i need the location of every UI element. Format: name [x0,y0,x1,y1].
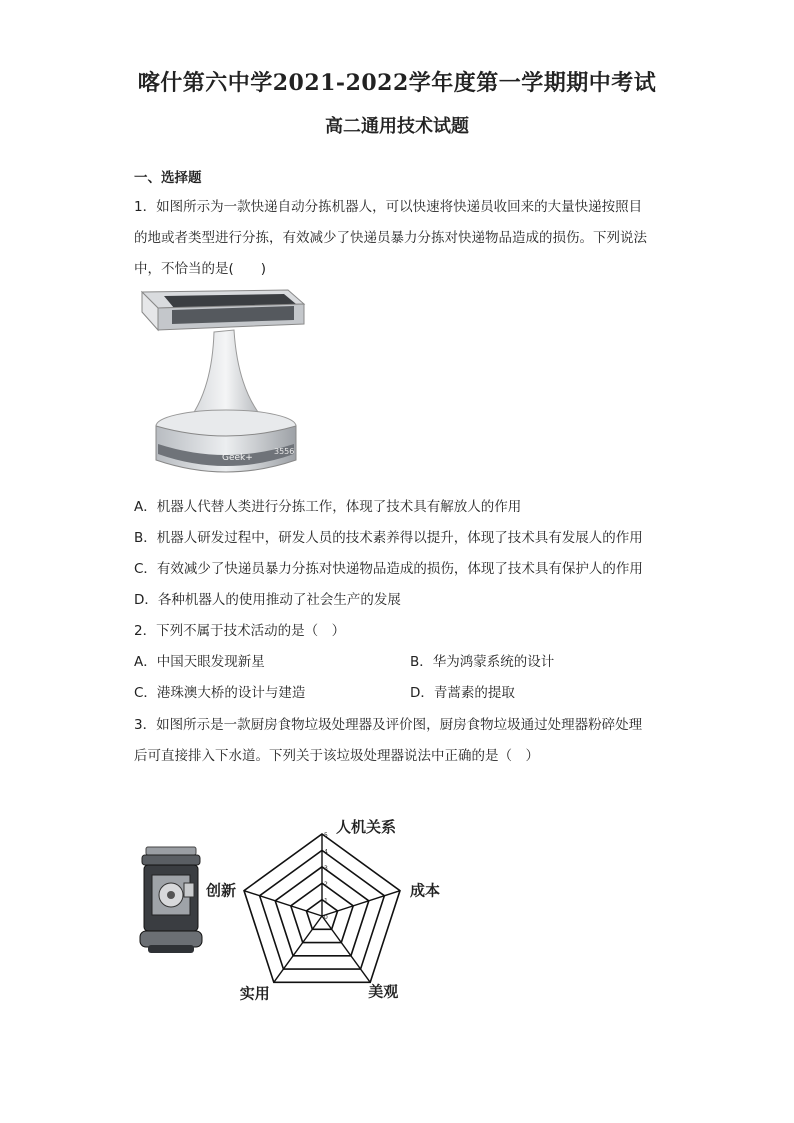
radar-tick-label: 0 [324,914,328,921]
q1-stem-line3: 中，不恰当的是( ) [134,261,267,277]
exam-title: 喀什第六中学2021-2022学年度第一学期期中考试 [137,70,657,96]
q1-option-b: B．机器人研发过程中，研发人员的技术素养得以提升，体现了技术具有发展人的作用 [134,530,643,546]
radar-tick-label: 4 [324,848,328,856]
radar-label-ergonomics: 人机关系 [336,818,397,836]
radar-tick-label: 2 [324,881,328,889]
radar-label-appearance: 美观 [368,982,399,1001]
radar-label-practicality: 实用 [239,984,270,1003]
q1-option-a: A．机器人代替人类进行分拣工作，体现了技术具有解放人的作用 [134,499,522,515]
q1-stem-line1: 1．如图所示为一款快递自动分拣机器人，可以快速将快递员收回来的大量快递按照目 [134,199,643,215]
evaluation-radar-chart [196,818,466,1018]
radar-tick-label: 3 [324,864,328,872]
q3-stem-line1: 3．如图所示是一款厨房食物垃圾处理器及评价图，厨房食物垃圾通过处理器粉碎处理 [134,717,643,733]
exam-subtitle: 高二通用技术试题 [325,116,469,137]
q1-option-d: D．各种机器人的使用推动了社会生产的发展 [134,592,401,608]
q1-option-c: C．有效减少了快递员暴力分拣对快递物品造成的损伤，体现了技术具有保护人的作用 [134,561,643,577]
radar-tick-label: 1 [324,897,328,905]
q1-stem-line2: 的地或者类型进行分拣，有效减少了快递员暴力分拣对快递物品造成的损伤。下列说法 [134,230,647,246]
q2-option-b: B．华为鸿蒙系统的设计 [410,654,555,670]
radar-label-cost: 成本 [409,881,441,900]
q2-option-d: D．青蒿素的提取 [410,685,515,701]
q3-stem-line2: 后可直接排入下水道。下列关于该垃圾处理器说法中正确的是（ ） [134,748,539,764]
q2-option-c: C．港珠澳大桥的设计与建造 [134,685,306,701]
q2-option-a: A．中国天眼发现新星 [134,654,265,670]
radar-label-innovation: 创新 [205,881,237,900]
robot-brand-label: Geek+ [222,453,253,463]
section-heading: 一、选择题 [134,170,202,186]
radar-tick-label: 5 [324,832,328,839]
sorting-robot-image [138,284,328,482]
radar-tick-labels [324,832,328,921]
q2-stem: 2．下列不属于技术活动的是（ ） [134,623,346,639]
robot-number-label: 3556 [274,447,295,456]
